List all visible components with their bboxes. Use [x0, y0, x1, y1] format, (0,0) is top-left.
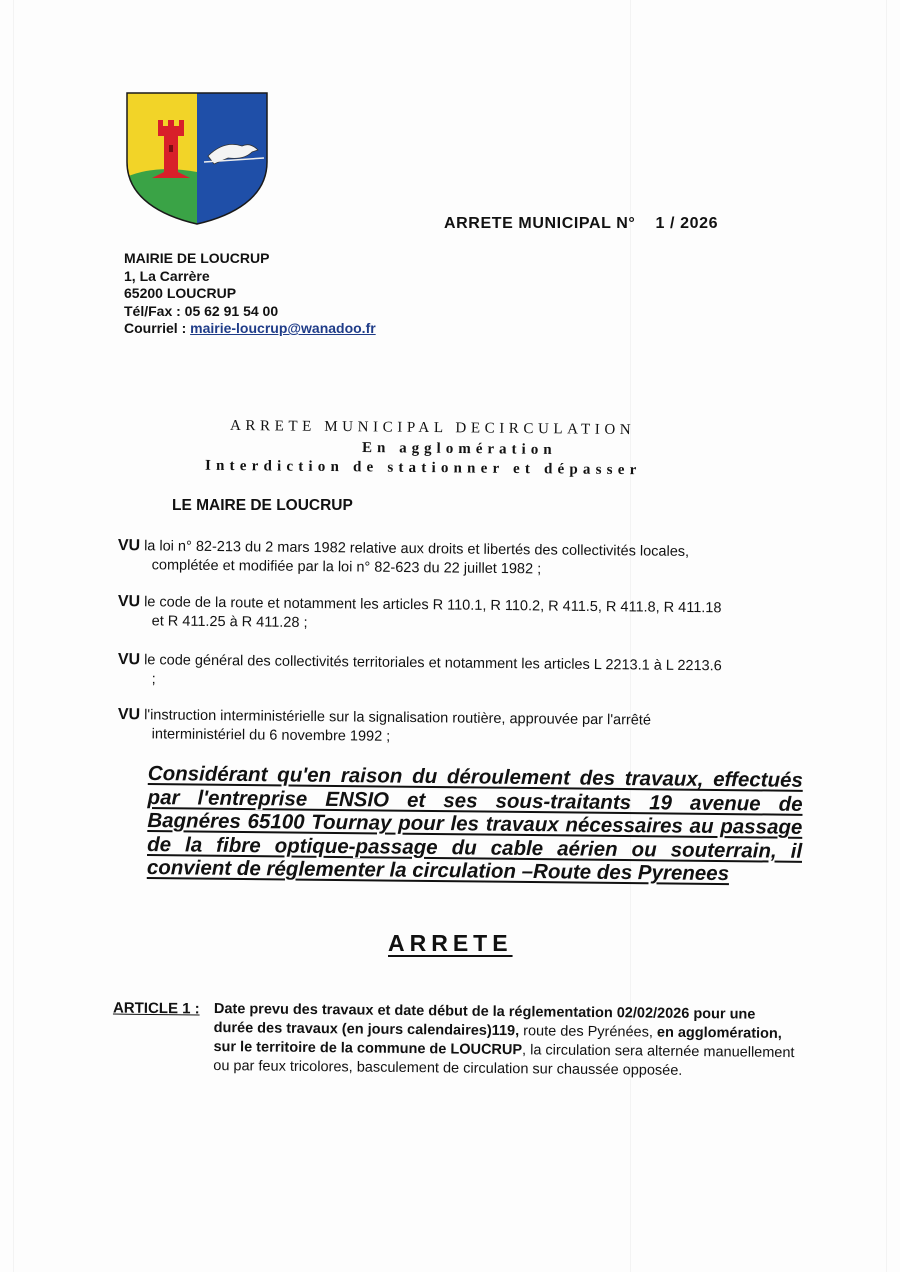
vu-text-cont: et R 411.25 à R 411.28 ;: [151, 613, 308, 631]
vu-text-cont: ;: [151, 671, 156, 688]
email-link[interactable]: mairie-loucrup@wanadoo.fr: [190, 320, 376, 336]
vu-text: l'instruction interministérielle sur la signalisation routière, approuvée par l'arrêté: [144, 707, 652, 729]
considerant-paragraph: Considérant qu'en raison du déroulement des travaux, effectués par l'entreprise ENSIO et ses sous-traitants 19 avenue de Bagnéres 65100 Tournay pour les travaux nécessaires au passage de la fibre optique-passage du cable aérien ou souterrain, il convient de réglementer la circulation –Route des Pyrenees: [146, 762, 803, 886]
arrete-number-label: ARRETE MUNICIPAL N°: [444, 215, 636, 232]
maire-heading: LE MAIRE DE LOUCRUP: [172, 497, 353, 514]
address-line1: MAIRIE DE LOUCRUP: [124, 250, 270, 266]
title-line3: Interdiction de stationner et dépasser: [204, 457, 642, 479]
address-line2: 1, La Carrère: [124, 267, 210, 284]
vu-item-1: [118, 536, 808, 582]
address-email-row: [124, 320, 376, 338]
email-label: Courriel :: [124, 320, 191, 336]
article-1-lead: Date prevu des travaux et date début de la réglementation 02/02/2026 pour une durée des travaux (en jours calendaires)119,: [213, 1000, 756, 1040]
title-line1: ARRETE MUNICIPAL DECIRCULATION: [229, 417, 636, 439]
vu-text-cont: complétée et modifiée par la loi n° 82-623 du 22 juillet 1982 ;: [151, 557, 542, 578]
vu-tag: VU: [117, 705, 141, 724]
address-line3: 65200 LOUCRUP: [124, 285, 237, 301]
vu-tag: VU: [117, 536, 141, 555]
vu-text-cont: interministériel du 6 novembre 1992 ;: [151, 726, 391, 745]
coat-of-arms: [124, 90, 270, 226]
title-line2: En agglomération: [361, 439, 557, 459]
article-1-label: ARTICLE 1 :: [112, 999, 200, 1018]
vu-item-2: [118, 592, 808, 638]
vu-text: la loi n° 82-213 du 2 mars 1982 relative aux droits et libertés des collectivités locales,: [144, 538, 690, 560]
vu-tag: VU: [117, 592, 141, 611]
vu-item-3: [118, 650, 808, 696]
article-1-bold: en agglomération, sur le territoire de la commune de LOUCRUP: [213, 1024, 782, 1059]
arrete-heading: ARRETE: [388, 930, 513, 956]
address-phone: Tél/Fax : 05 62 91 54 00: [124, 302, 279, 319]
arrete-number-value: 1 / 2026: [655, 215, 719, 232]
article-1-mid: route des Pyrénées,: [519, 1023, 658, 1041]
vu-text: le code général des collectivités territoriales et notamment les articles L 2213.1 à L 2213.6: [144, 652, 722, 675]
mairie-address: [124, 250, 376, 338]
vu-item-4: [118, 705, 808, 751]
article-1-text: [213, 1000, 799, 1082]
article-1-rest: , la circulation sera alternée manuellement ou par feux tricolores, basculement de circulation sur chaussée opposée.: [213, 1042, 795, 1079]
vu-tag: VU: [117, 650, 141, 669]
vu-text: le code de la route et notamment les articles R 110.1, R 110.2, R 411.5, R 411.8, R 411.18: [144, 594, 722, 617]
arrete-number: [444, 215, 718, 233]
